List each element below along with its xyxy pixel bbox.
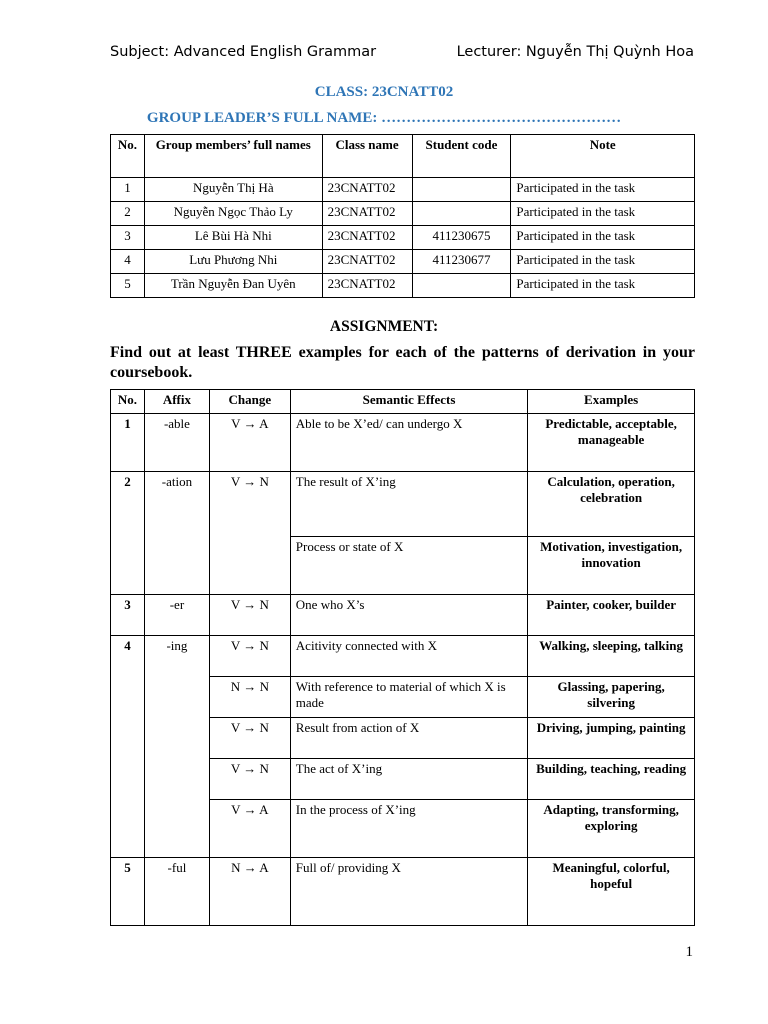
pattern-examples: Predictable, acceptable, manageable bbox=[528, 414, 695, 472]
member-name: Trần Nguyễn Đan Uyên bbox=[144, 274, 322, 298]
table-row bbox=[111, 414, 695, 472]
pattern-effect: Full of/ providing X bbox=[290, 858, 527, 926]
pattern-no: 4 bbox=[111, 636, 145, 858]
pattern-effect: The result of X’ing bbox=[290, 472, 527, 537]
member-note: Participated in the task bbox=[511, 274, 695, 298]
pattern-no: 3 bbox=[111, 595, 145, 636]
table-row bbox=[111, 274, 695, 298]
derivation-table bbox=[110, 389, 695, 926]
class-line: CLASS: 23CNATT02 bbox=[314, 84, 454, 100]
pattern-change: V → A bbox=[209, 800, 290, 858]
pattern-effect: The act of X’ing bbox=[290, 759, 527, 800]
table-row bbox=[111, 472, 695, 537]
pattern-examples: Calculation, operation, celebration bbox=[528, 472, 695, 537]
members-header-row bbox=[111, 135, 695, 178]
pattern-effect: In the process of X’ing bbox=[290, 800, 527, 858]
member-note: Participated in the task bbox=[511, 226, 695, 250]
member-note: Participated in the task bbox=[511, 250, 695, 274]
member-class: 23CNATT02 bbox=[322, 202, 412, 226]
assignment-task: Find out at least THREE examples for each of the patterns of derivation in your coursebook. bbox=[110, 344, 695, 381]
table-row bbox=[111, 636, 695, 677]
pattern-examples: Meaningful, colorful, hopeful bbox=[528, 858, 695, 926]
member-class: 23CNATT02 bbox=[322, 226, 412, 250]
member-class: 23CNATT02 bbox=[322, 250, 412, 274]
member-code: 411230677 bbox=[412, 250, 511, 274]
member-no: 2 bbox=[111, 202, 145, 226]
pattern-effect: Process or state of X bbox=[290, 537, 527, 595]
member-no: 4 bbox=[111, 250, 145, 274]
pattern-change: N → A bbox=[209, 858, 290, 926]
col-header-note: Note bbox=[511, 135, 695, 178]
pattern-change: V → N bbox=[209, 759, 290, 800]
pattern-no: 2 bbox=[111, 472, 145, 595]
pattern-effect: Result from action of X bbox=[290, 718, 527, 759]
table-row bbox=[111, 595, 695, 636]
subject-header: Subject: Advanced English Grammar bbox=[110, 44, 377, 60]
col-header-names: Group members’ full names bbox=[144, 135, 322, 178]
table-row bbox=[111, 250, 695, 274]
table-row bbox=[111, 202, 695, 226]
pattern-no: 1 bbox=[111, 414, 145, 472]
pattern-affix: -ful bbox=[144, 858, 209, 926]
member-no: 5 bbox=[111, 274, 145, 298]
member-class: 23CNATT02 bbox=[322, 274, 412, 298]
col-header-examples: Examples bbox=[528, 390, 695, 414]
col-header-no: No. bbox=[111, 390, 145, 414]
group-leader-line: GROUP LEADER’S FULL NAME: ………………………………………… bbox=[146, 110, 622, 126]
derivation-header-row bbox=[111, 390, 695, 414]
member-code: 411230675 bbox=[412, 226, 511, 250]
col-header-semantic-effects: Semantic Effects bbox=[290, 390, 527, 414]
pattern-examples: Painter, cooker, builder bbox=[528, 595, 695, 636]
page-number: 1 bbox=[685, 944, 693, 960]
pattern-change: V → A bbox=[209, 414, 290, 472]
col-header-change: Change bbox=[209, 390, 290, 414]
pattern-change: V → N bbox=[209, 595, 290, 636]
pattern-examples: Glassing, papering, silvering bbox=[528, 677, 695, 718]
member-note: Participated in the task bbox=[511, 202, 695, 226]
pattern-change: V → N bbox=[209, 636, 290, 677]
member-name: Lưu Phương Nhi bbox=[144, 250, 322, 274]
pattern-affix: -ing bbox=[144, 636, 209, 858]
pattern-effect: With reference to material of which X is made bbox=[290, 677, 527, 718]
pattern-examples: Walking, sleeping, talking bbox=[528, 636, 695, 677]
pattern-examples: Adapting, transforming, exploring bbox=[528, 800, 695, 858]
member-note: Participated in the task bbox=[511, 178, 695, 202]
member-name: Nguyễn Ngọc Thảo Ly bbox=[144, 202, 322, 226]
pattern-affix: -able bbox=[144, 414, 209, 472]
pattern-affix: -ation bbox=[144, 472, 209, 595]
member-name: Nguyễn Thị Hà bbox=[144, 178, 322, 202]
pattern-examples: Motivation, investigation, innovation bbox=[528, 537, 695, 595]
col-header-affix: Affix bbox=[144, 390, 209, 414]
pattern-affix: -er bbox=[144, 595, 209, 636]
member-no: 1 bbox=[111, 178, 145, 202]
col-header-class: Class name bbox=[322, 135, 412, 178]
member-code bbox=[412, 274, 511, 298]
col-header-code: Student code bbox=[412, 135, 511, 178]
member-class: 23CNATT02 bbox=[322, 178, 412, 202]
member-no: 3 bbox=[111, 226, 145, 250]
table-row bbox=[111, 226, 695, 250]
pattern-change: N → N bbox=[209, 677, 290, 718]
pattern-examples: Building, teaching, reading bbox=[528, 759, 695, 800]
pattern-effect: Acitivity connected with X bbox=[290, 636, 527, 677]
table-row bbox=[111, 858, 695, 926]
members-table bbox=[110, 134, 695, 298]
col-header-no: No. bbox=[111, 135, 145, 178]
member-name: Lê Bùi Hà Nhi bbox=[144, 226, 322, 250]
pattern-change: V → N bbox=[209, 472, 290, 595]
member-code bbox=[412, 202, 511, 226]
pattern-no: 5 bbox=[111, 858, 145, 926]
pattern-change: V → N bbox=[209, 718, 290, 759]
table-row bbox=[111, 178, 695, 202]
member-code bbox=[412, 178, 511, 202]
pattern-effect: One who X’s bbox=[290, 595, 527, 636]
assignment-title: ASSIGNMENT: bbox=[329, 318, 439, 335]
pattern-effect: Able to be X’ed/ can undergo X bbox=[290, 414, 527, 472]
lecturer-header: Lecturer: Nguyễn Thị Quỳnh Hoa bbox=[456, 44, 694, 60]
pattern-examples: Driving, jumping, painting bbox=[528, 718, 695, 759]
